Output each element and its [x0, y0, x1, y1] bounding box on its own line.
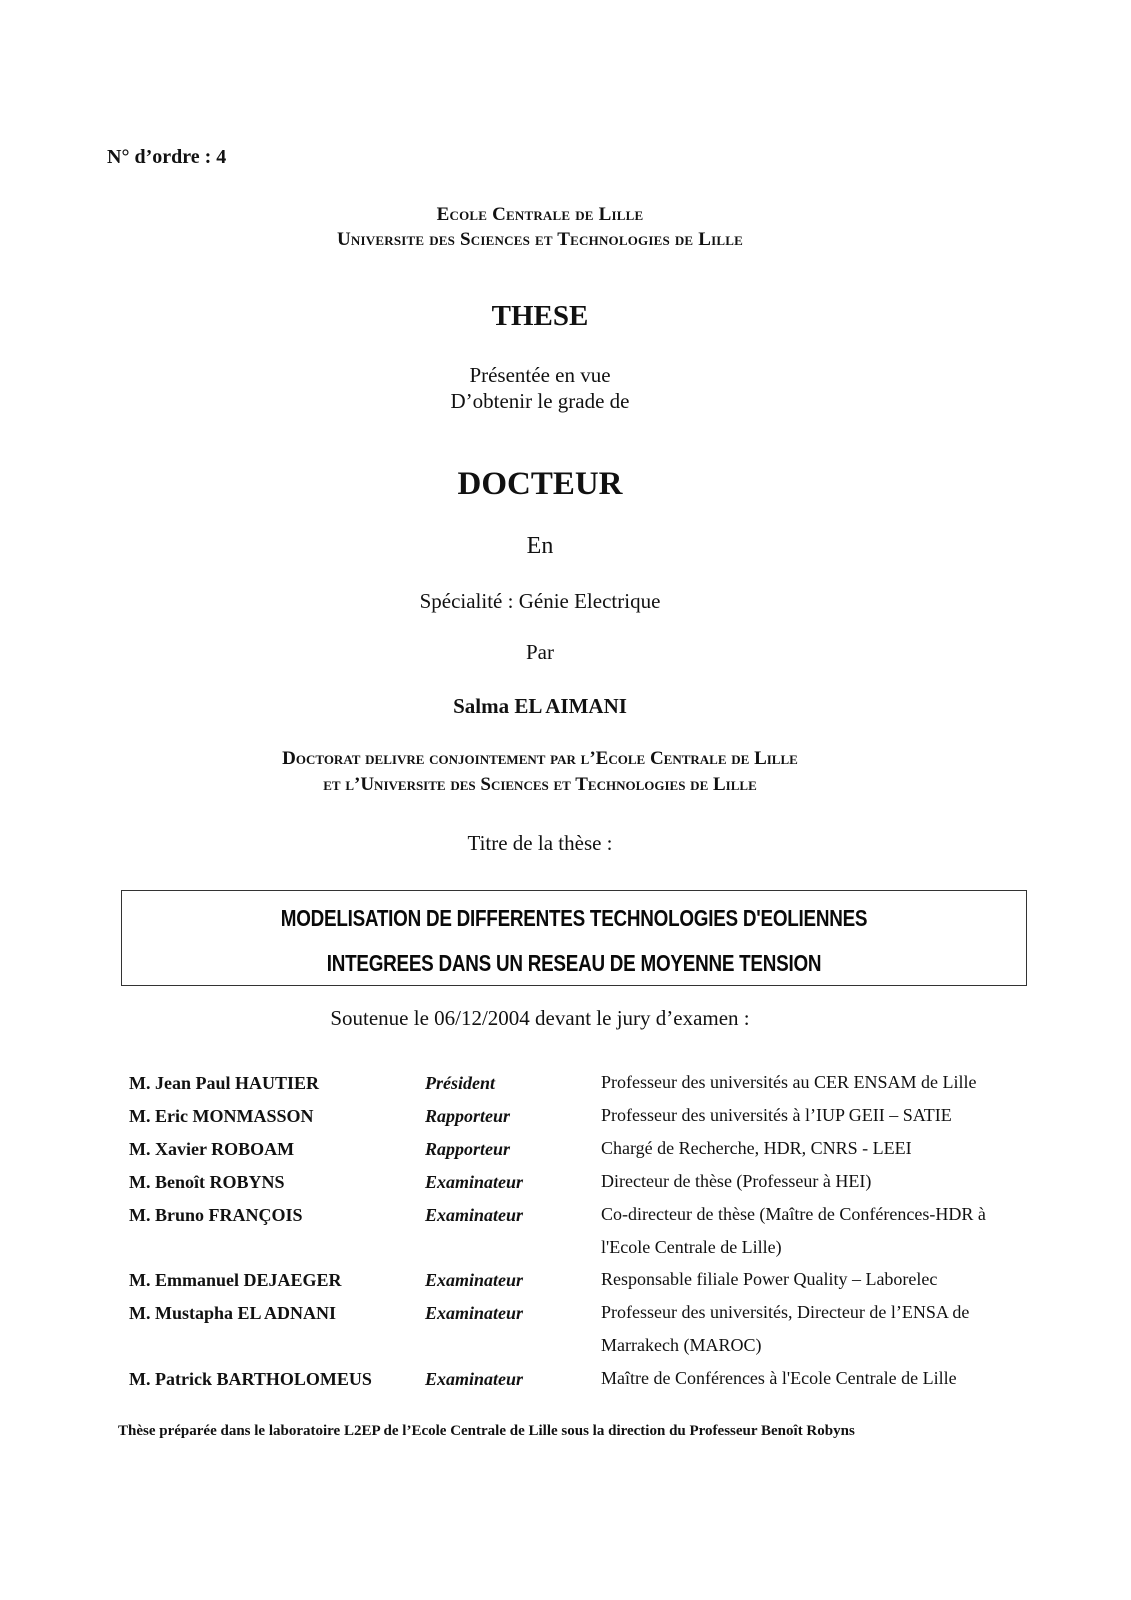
- jury-affiliation: Directeur de thèse (Professeur à HEI): [601, 1171, 872, 1191]
- thesis-title-line-2: INTEGREES DANS UN RESEAU DE MOYENNE TENSION: [326, 950, 822, 976]
- presented-line-1: Présentée en vue: [469, 363, 611, 387]
- order-number: N° d’ordre : 4: [107, 146, 227, 168]
- jury-row: [0, 1204, 1131, 1257]
- jury-name: M. Patrick BARTHOLOMEUS: [129, 1369, 372, 1389]
- jury-name: M. Mustapha EL ADNANI: [129, 1303, 337, 1323]
- degree-title: DOCTEUR: [457, 466, 623, 502]
- jury-role: Rapporteur: [425, 1106, 511, 1126]
- jury-affiliation: Professeur des universités à l’IUP GEII – SATIE: [601, 1105, 952, 1125]
- defense-line: Soutenue le 06/12/2004 devant le jury d’examen :: [330, 1006, 750, 1030]
- par-text: Par: [526, 640, 554, 664]
- jury-role: Examinateur: [425, 1303, 524, 1323]
- jury-role: Examinateur: [425, 1205, 524, 1225]
- author-name: Salma EL AIMANI: [453, 694, 627, 718]
- jury-role: Examinateur: [425, 1172, 524, 1192]
- jury-row: [0, 1302, 1131, 1355]
- presented-line-2: D’obtenir le grade de: [450, 389, 630, 413]
- jury-affiliation: Chargé de Recherche, HDR, CNRS - LEEI: [601, 1138, 912, 1158]
- jury-name: M. Emmanuel DEJAEGER: [129, 1270, 342, 1290]
- jury-name: M. Xavier ROBOAM: [129, 1139, 295, 1159]
- jury-affiliation: Co-directeur de thèse (Maître de Conférences-HDR à l'Ecole Centrale de Lille): [601, 1204, 986, 1257]
- jury-affiliation: Maître de Conférences à l'Ecole Centrale de Lille: [601, 1368, 957, 1388]
- jury-role: Président: [425, 1073, 495, 1093]
- specialty: Spécialité : Génie Electrique: [419, 589, 661, 613]
- institution-line-1: Ecole Centrale de Lille: [436, 204, 644, 225]
- joint-degree-line-1: Doctorat delivre conjointement par l’Ecole Centrale de Lille: [282, 748, 798, 769]
- jury-row: [0, 1369, 1131, 1401]
- jury-name: M. Bruno FRANÇOIS: [129, 1205, 303, 1225]
- jury-role: Rapporteur: [425, 1139, 511, 1159]
- jury-role: Examinateur: [425, 1369, 524, 1389]
- en-text: En: [526, 533, 554, 559]
- title-label: Titre de la thèse :: [467, 831, 613, 855]
- thesis-title-line-1: MODELISATION DE DIFFERENTES TECHNOLOGIES D'EOLIENNES: [280, 905, 868, 931]
- thesis-heading: THESE: [491, 300, 589, 332]
- jury-affiliation: Professeur des universités au CER ENSAM de Lille: [601, 1072, 977, 1092]
- jury-name: M. Benoît ROBYNS: [129, 1172, 285, 1192]
- joint-degree-line-2: et l’Universite des Sciences et Technologies de Lille: [323, 774, 757, 795]
- jury-name: M. Eric MONMASSON: [129, 1106, 314, 1126]
- jury-affiliation: Responsable filiale Power Quality – Laborelec: [601, 1269, 938, 1289]
- jury-role: Examinateur: [425, 1270, 524, 1290]
- thesis-title-box: [121, 890, 1027, 986]
- jury-affiliation: Professeur des universités, Directeur de l’ENSA de Marrakech (MAROC): [601, 1302, 970, 1355]
- institution-line-2: Universite des Sciences et Technologies de Lille: [337, 229, 743, 250]
- jury-name: M. Jean Paul HAUTIER: [129, 1073, 320, 1093]
- lab-note: Thèse préparée dans le laboratoire L2EP de l’Ecole Centrale de Lille sous la direction du Professeur Benoît Robyns: [118, 1423, 855, 1439]
